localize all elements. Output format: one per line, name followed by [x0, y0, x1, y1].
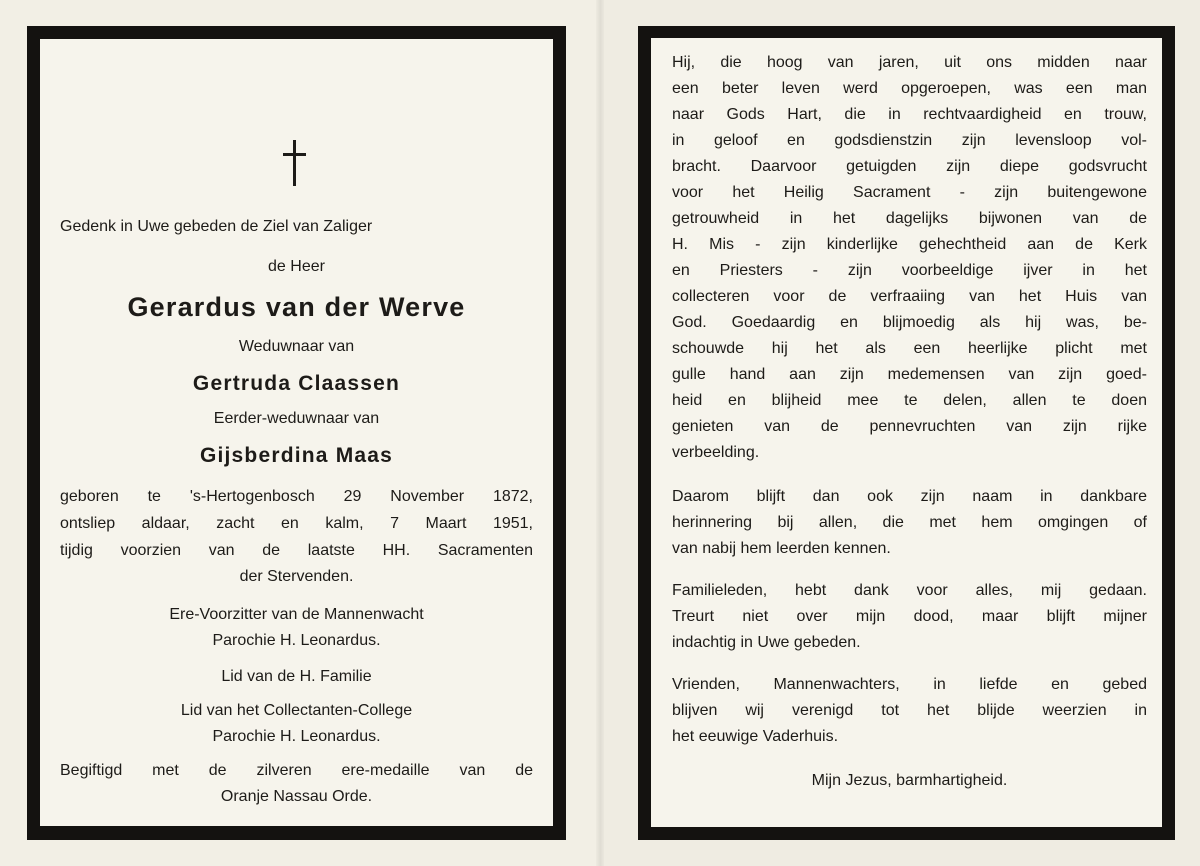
died-line: ontsliep aldaar, zacht en kalm, 7 Maart 1951,	[60, 515, 533, 532]
widower-label: Weduwnaar van	[238, 338, 355, 355]
p1-line: collecteren voor de verfraaiing van het Huis van	[672, 288, 1147, 305]
earlier-widower-label: Eerder-weduwnaar van	[213, 410, 380, 427]
role3-line-1: Lid van het Collectanten-College	[180, 702, 413, 719]
role1-line-2: Parochie H. Leonardus.	[212, 632, 381, 649]
p4-line: het eeuwige Vaderhuis.	[672, 728, 839, 745]
p3-line: indachtig in Uwe gebeden.	[672, 634, 861, 651]
cross-icon	[280, 140, 310, 188]
p1-line: God. Goedaardig en blijmoedig als hij was, be-	[672, 314, 1147, 331]
p1-line: voor het Heilig Sacrament - zijn buitengewone	[672, 184, 1147, 201]
p1-line: in geloof en godsdienstzin zijn levensloop vol-	[672, 132, 1147, 149]
born-line: geboren te 's-Hertogenbosch 29 November 1872,	[60, 488, 533, 505]
wife1-name: Gertruda Claassen	[192, 372, 401, 395]
role3-line-2: Parochie H. Leonardus.	[212, 728, 381, 745]
page-fold	[596, 0, 604, 866]
sacraments-line-2: der Stervenden.	[239, 568, 354, 585]
p1-line: gulle hand aan zijn medemensen van zijn goed-	[672, 366, 1147, 383]
p1-line: genieten van de pennevruchten van zijn rijke	[672, 418, 1147, 435]
p1-line: getrouwheid in het dagelijks bijwonen van de	[672, 210, 1147, 227]
p1-line: verbeelding.	[672, 444, 760, 461]
p4-line: blijven wij verenigd tot het blijde weerzien in	[672, 702, 1147, 719]
p2-line: van nabij hem leerden kennen.	[672, 540, 891, 557]
role1-line-1: Ere-Voorzitter van de Mannenwacht	[169, 606, 424, 623]
deceased-name: Gerardus van der Werve	[127, 292, 466, 322]
medal-line-1: Begiftigd met de zilveren ere-medaille van de	[60, 762, 533, 779]
p1-line: bracht. Daarvoor getuigden zijn diepe godsvrucht	[672, 158, 1147, 175]
medal-line-2: Oranje Nassau Orde.	[220, 788, 373, 805]
p1-line: een beter leven werd opgeroepen, was een man	[672, 80, 1147, 97]
p3-line: Treurt niet over mijn dood, maar blijft mijner	[672, 608, 1147, 625]
role2-line: Lid van de H. Familie	[221, 668, 372, 685]
sacraments-line-1: tijdig voorzien van de laatste HH. Sacramenten	[60, 542, 533, 559]
p1-line: schouwde hij het als een heerlijke plicht met	[672, 340, 1147, 357]
p1-line: heid en blijheid mee te delen, allen te doen	[672, 392, 1147, 409]
intro-line: Gedenk in Uwe gebeden de Ziel van Zaliger	[60, 218, 373, 235]
p4-line: Vrienden, Mannenwachters, in liefde en gebed	[672, 676, 1147, 693]
p3-line: Familieleden, hebt dank voor alles, mij gedaan.	[672, 582, 1147, 599]
signoff: Mijn Jezus, barmhartigheid.	[811, 772, 1008, 789]
p1-line: Hij, die hoog van jaren, uit ons midden naar	[672, 54, 1147, 71]
p1-line: en Priesters - zijn voorbeeldige ijver in het	[672, 262, 1147, 279]
p1-line: H. Mis - zijn kinderlijke gehechtheid aan de Kerk	[672, 236, 1147, 253]
p2-line: Daarom blijft dan ook zijn naam in dankbare	[672, 488, 1147, 505]
p1-line: naar Gods Hart, die in rechtvaardigheid en trouw,	[672, 106, 1147, 123]
title-line: de Heer	[268, 258, 325, 275]
wife2-name: Gijsberdina Maas	[199, 444, 394, 467]
p2-line: herinnering bij allen, die met hem omgingen of	[672, 514, 1147, 531]
